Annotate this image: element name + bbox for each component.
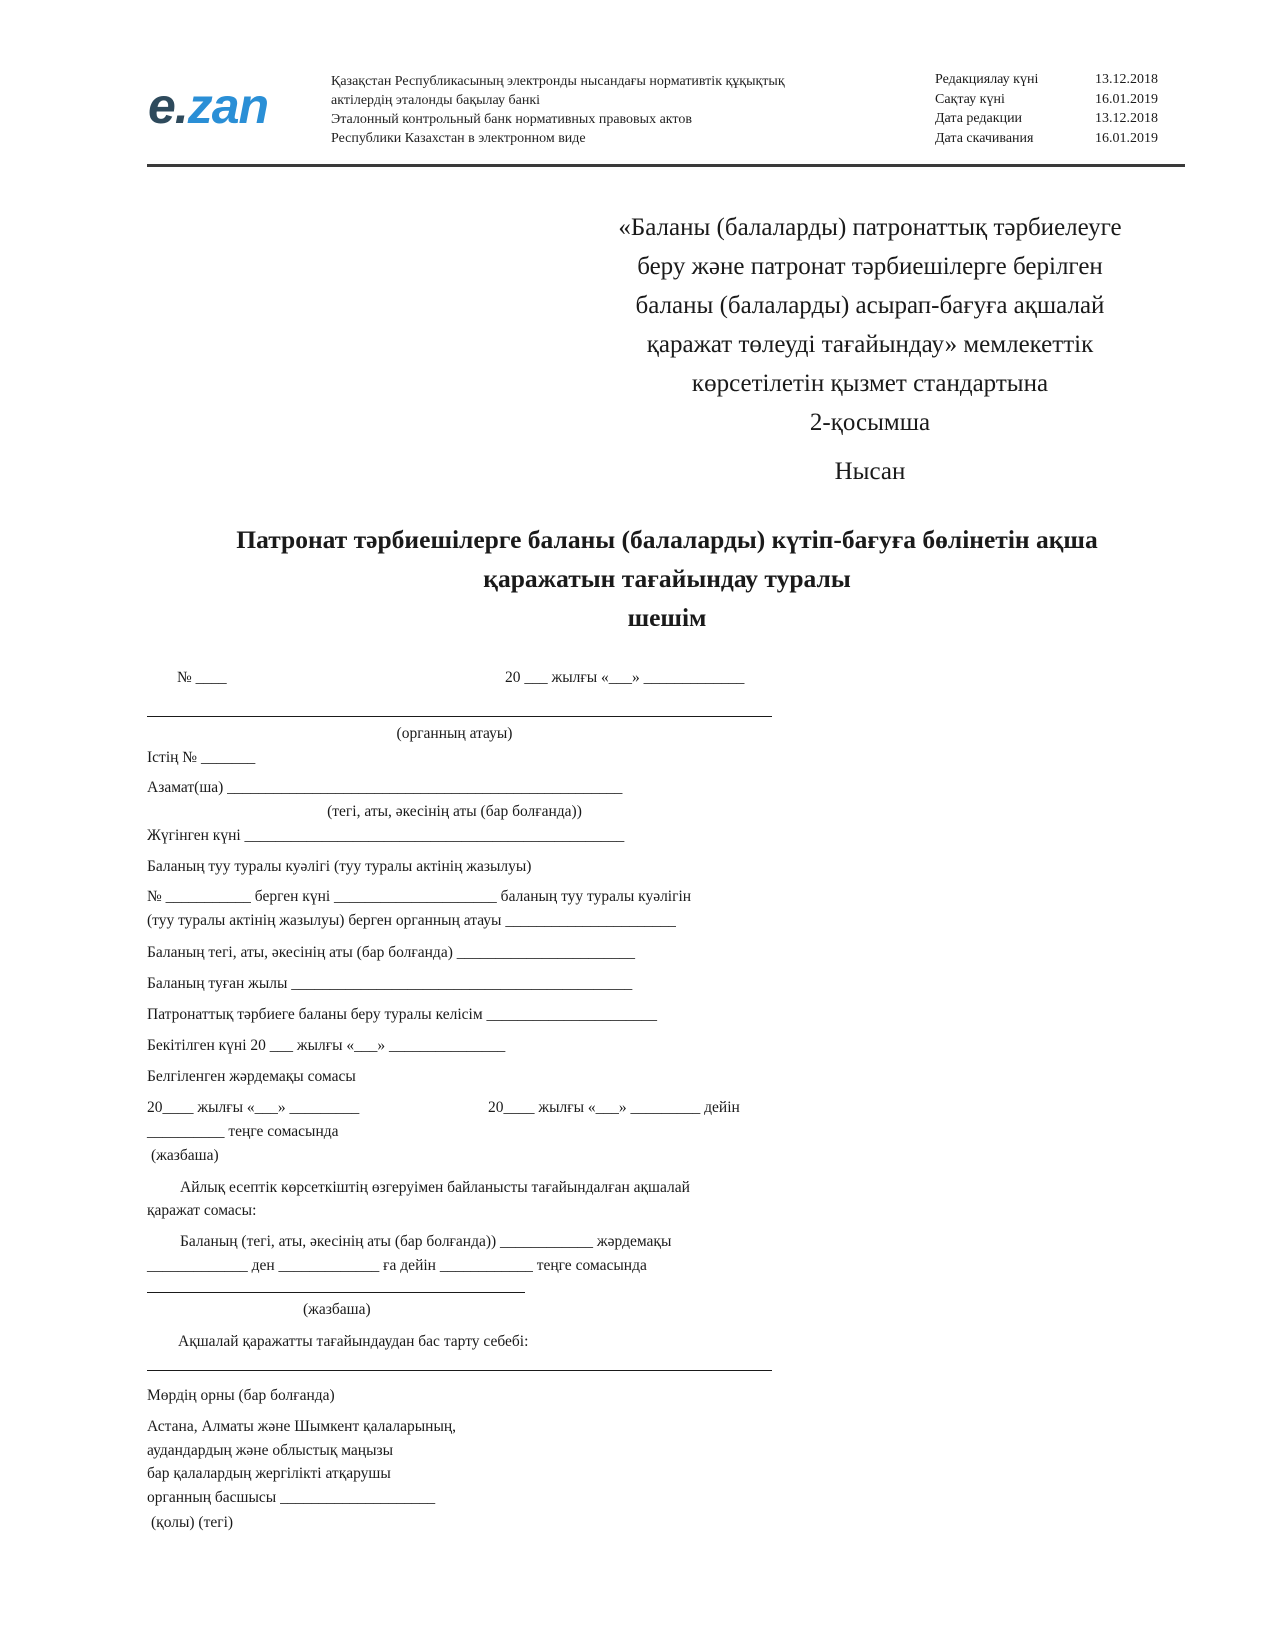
child-birth-year-field: Баланың туған жылы ____________________________________________ [147,975,633,992]
mci-text-line: қаражат сомасы: [147,1202,257,1219]
date-row [935,109,1158,129]
period-to-field: 20____ жылғы «___» _________ дейін [488,1099,740,1116]
certificate-number-field: № ___________ берген күні _____________________ баланың туу туралы куәлігін [147,888,692,905]
bank-line: Қазақстан Республикасының электронды нысандағы нормативтік құқықтық [331,74,785,89]
annex-line: қаражат төлеуді тағайындау» мемлекеттік [646,331,1094,358]
mci-text-line: Айлық есептік көрсеткіштің өзгеруімен байланысты тағайындалған ақшалай [180,1179,690,1196]
title-line: шешім [627,603,707,632]
approved-date-field: Бекітілген күні 20 ___ жылғы «___» _______________ [147,1037,506,1054]
date-value: 16.01.2019 [1095,91,1158,107]
date-value: 13.12.2018 [1095,72,1158,87]
annex-line: беру және патронат тәрбиешілерге берілген [637,253,1103,280]
period-from-field: 20____ жылғы «___» _________ [147,1099,360,1116]
head-line: бар қалалардың жергілікті атқарушы [147,1465,391,1482]
date-label: Сақтау күні [935,91,1005,107]
refusal-reason-line [147,1370,772,1371]
birth-certificate-label: Баланың туу туралы куәлігі (туу туралы актінің жазылуы) [147,858,532,875]
annex-line: «Баланы (балаларды) патронаттық тәрбиелеуге [618,214,1122,241]
annex-reference [560,208,1180,442]
bank-line: Республики Казахстан в электронном виде [331,131,586,146]
date-label: Дата редакции [935,111,1023,126]
fio-caption: (тегі, аты, әкесінің аты (бар болғанда)) [327,803,582,820]
annex-line: көрсетілетін қызмет стандартына [691,370,1049,397]
amount-in-words-line [147,1292,525,1293]
date-row [935,70,1158,90]
child-benefit-field: Баланың (тегі, аты, әкесінің аты (бар болғанда)) ____________ жәрдемақы [180,1233,672,1250]
head-line: Астана, Алматы және Шымкент қалаларының, [147,1418,457,1435]
head-line: аудандардың және облыстық маңызы [147,1441,394,1459]
date-row [935,90,1158,110]
date-value: 13.12.2018 [1095,111,1158,126]
bank-line: Эталонный контрольный банк нормативных правовых актов [331,112,692,127]
date-row [935,129,1158,149]
title-line: қаражатын тағайындау туралы [483,564,851,593]
case-number: Істің № _______ [147,749,256,766]
ezan-logo: e.zan [148,78,269,134]
annex-line: 2-қосымша [809,409,931,436]
child-fio-field: Баланың тегі, аты, әкесінің аты (бар болғанда) _______________________ [147,944,635,961]
in-words-caption: (жазбаша) [303,1301,371,1318]
organ-name-line [147,716,772,717]
decision-number: № ____ [177,669,227,686]
annex-line: баланы (балаларды) асырап-бағуға ақшалай [635,292,1105,319]
tenge-amount-field: __________ теңге сомасында [147,1123,339,1140]
date-label: Дата скачивания [935,130,1034,146]
decision-date: 20 ___ жылғы «___» _____________ [505,669,745,686]
refusal-reason-label: Ақшалай қаражатты тағайындаудан бас тарту себебі: [178,1333,529,1350]
seal-place: Мөрдің орны (бар болғанда) [147,1387,335,1404]
form-label: Нысан [834,458,906,485]
bank-description [331,72,785,148]
header-rule [147,164,1185,167]
in-words-caption: (жазбаша) [151,1147,219,1164]
head-line: органның басшысы ____________________ [147,1488,436,1506]
date-label: Редакциялау күні [935,72,1039,87]
applied-date-field: Жүгінген күні _________________________________________________ [147,827,625,844]
benefit-period-field: _____________ ден _____________ ға дейін ____________ теңге сомасында [147,1257,647,1274]
document-dates [935,70,1158,148]
agreement-field: Патронаттық тәрбиеге баланы беру туралы келісім ______________________ [147,1006,658,1023]
title-line: Патронат тәрбиешілерге баланы (балаларды) күтіп-бағуға бөлінетін ақша [236,525,1098,554]
head-signature-block [147,1415,456,1509]
date-value: 16.01.2019 [1095,130,1158,146]
bank-line: актілердің эталонды бақылау банкі [331,93,541,108]
organ-caption: (органның атауы) [396,725,513,742]
benefit-amount-label: Белгіленген жәрдемақы сомасы [147,1068,356,1085]
certificate-organ-field: (туу туралы актінің жазылуы) берген органның атауы ______________________ [147,912,676,929]
signature-caption: (қолы) (тегі) [151,1514,234,1531]
citizen-field: Азамат(ша) ___________________________________________________ [147,779,623,796]
document-title [147,520,1187,637]
